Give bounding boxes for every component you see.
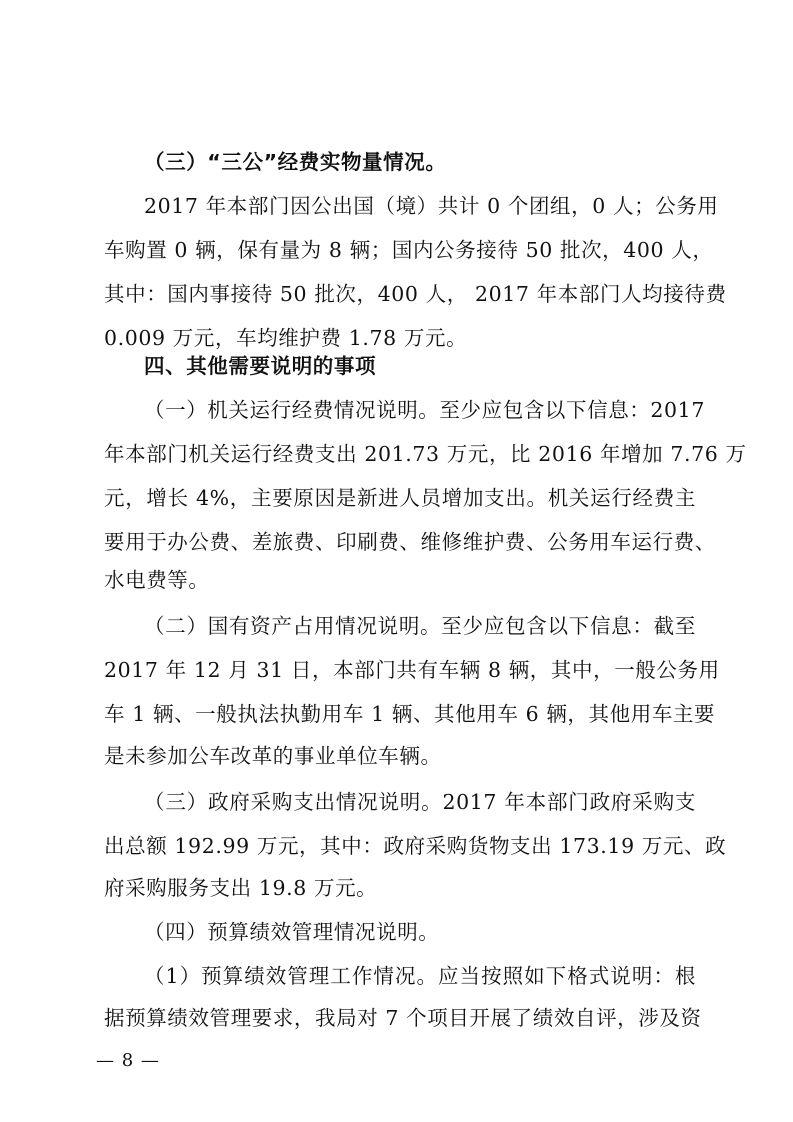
paragraph-line: （二）国有资产占用情况说明。至少应包含以下信息：截至 xyxy=(144,614,696,638)
paragraph-line: （一）机关运行经费情况说明。至少应包含以下信息：2017 xyxy=(144,398,705,422)
paragraph-line: 年本部门机关运行经费支出 201.73 万元，比 2016 年增加 7.76 万 xyxy=(104,442,747,466)
paragraph-line: 车 1 辆、一般执法执勤用车 1 辆、其他用车 6 辆，其他用车主要 xyxy=(104,702,716,726)
paragraph-line: 据预算绩效管理要求，我局对 7 个项目开展了绩效自评，涉及资 xyxy=(104,1006,702,1030)
paragraph-line: 0.009 万元，车均维护费 1.78 万元。 xyxy=(104,326,468,350)
paragraph-line: 府采购服务支出 19.8 万元。 xyxy=(104,876,378,900)
page-number: — 8 — xyxy=(96,1050,160,1071)
paragraph-line: 元，增长 4%，主要原因是新进人员增加支出。机关运行经费主 xyxy=(104,486,696,510)
paragraph-line: 水电费等。 xyxy=(104,568,210,592)
paragraph-line: 是未参加公车改革的事业单位车辆。 xyxy=(104,744,442,768)
paragraph-line: 2017 年本部门因公出国（境）共计 0 个团组，0 人；公务用 xyxy=(144,194,719,218)
paragraph-line: 要用于办公费、差旅费、印刷费、维修维护费、公务用车运行费、 xyxy=(104,530,716,554)
heading-three-public-expenses: （三）“三公”经费实物量情况。 xyxy=(144,150,447,174)
paragraph-line: 其中：国内事接待 50 批次，400 人， 2017 年本部门人均接待费 xyxy=(104,282,727,306)
paragraph-line: （1）预算绩效管理工作情况。应当按照如下格式说明：根 xyxy=(144,964,696,988)
paragraph-line: 出总额 192.99 万元，其中：政府采购货物支出 173.19 万元、政 xyxy=(104,834,727,858)
section-heading-other-matters: 四、其他需要说明的事项 xyxy=(144,354,377,378)
paragraph-line: 2017 年 12 月 31 日，本部门共有车辆 8 辆，其中，一般公务用 xyxy=(104,658,720,682)
paragraph-line: 车购置 0 辆，保有量为 8 辆；国内公务接待 50 批次，400 人， xyxy=(104,238,714,262)
paragraph-line: （四）预算绩效管理情况说明。 xyxy=(144,920,440,944)
paragraph-line: （三）政府采购支出情况说明。2017 年本部门政府采购支 xyxy=(144,790,696,814)
